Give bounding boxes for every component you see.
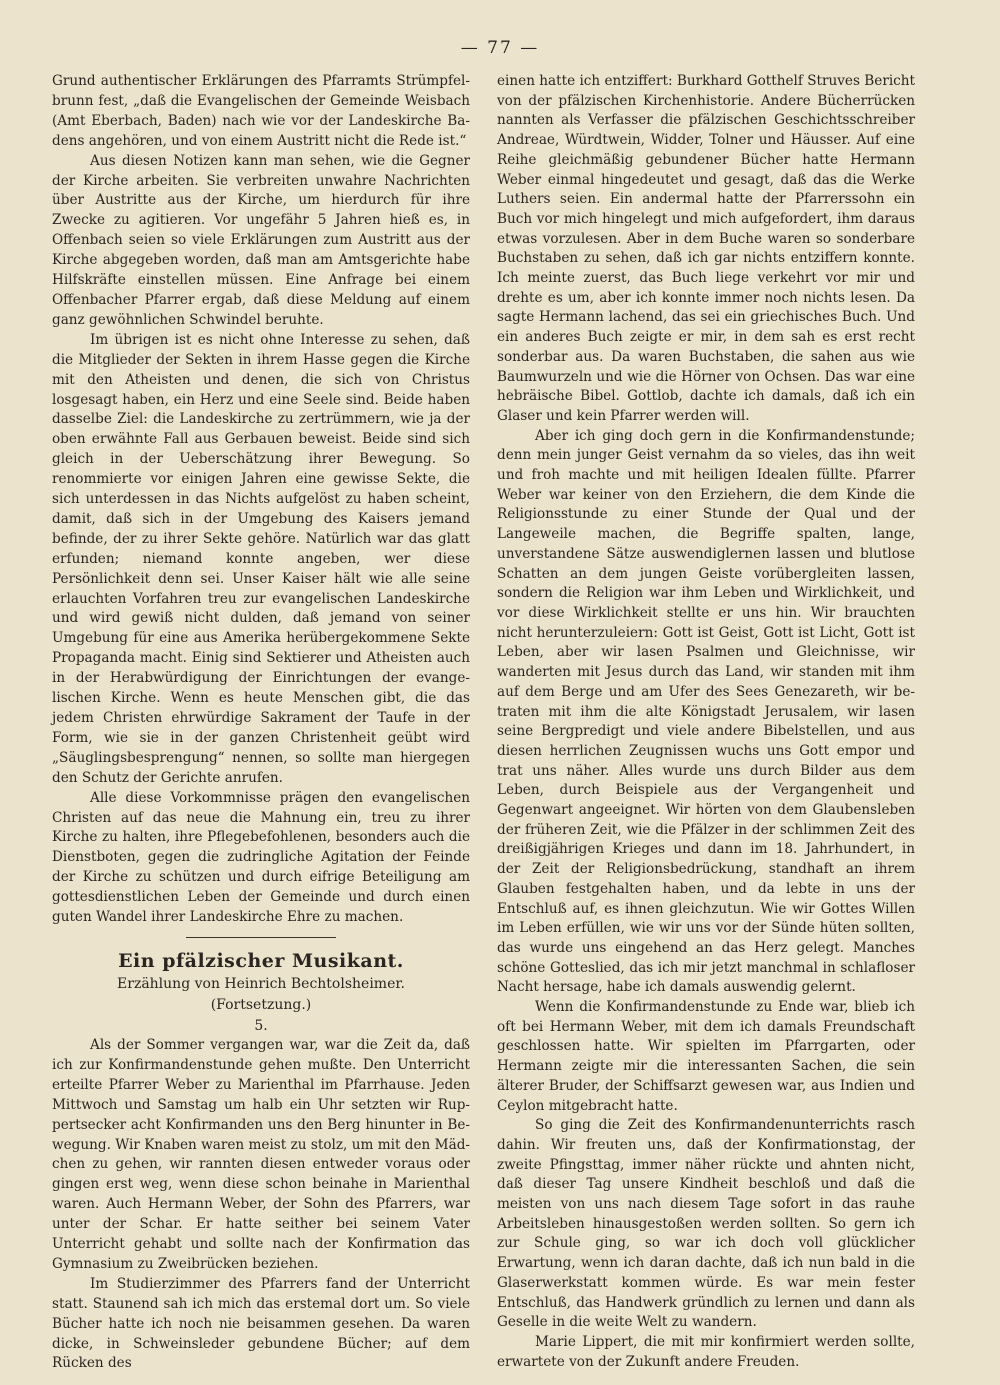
story-byline: Erzählung von Heinrich Bechtolsheimer.: [117, 975, 405, 992]
paragraph: Marie Lippert, die mit mir konfirmiert werden sollte, erwartete von der Zukunft andere Freuden.: [497, 1334, 915, 1370]
paragraph: Alle diese Vorkommnisse prägen den evangelischen Christen auf das neue die Mahnung ein, treu zu ihrer Kirche zu halten, ihre Pflegebefohlenen, besonders auch die Dienstboten, gegen die zudringliche Agitation der Feinde der Kirche zu schützen und durch eifrige Beteiligung am gottesdienstlichen Leben der Gemeinde und durch einen guten Wandel ihrer Landeskirche Ehre zu machen.: [52, 789, 470, 926]
paragraph: Grund authentischer Erklärungen des Pfarramts Strümpfelbrunn fest, „daß die Evangelischen der Gemeinde Weisbach (Amt Eberbach, Baden) nach wie vor der Landeskirche Badens angehören, und von einem Austritt nicht die Rede ist.“: [52, 73, 470, 149]
right-column: [497, 72, 915, 1372]
paragraph: Aber ich ging doch gern in die Konfirmandenstunde; denn mein junger Geist vernahm da so vieles, das ihn weit und froh machte und mit heiligen Idealen füllte. Pfarrer Weber war keiner von den Erziehern, die dem Kinde die Religionsstunde zu einer Stunde der Qual und der Langeweile machen, die Begriffe spalten, lange, unverstandene Sätze auswendiglernen lassen und blutlose Schatten an dem jungen Geiste vorübergleiten lassen, sondern die Religion war ihm Leben und Wirklichkeit, und vor diese Wirklichkeit stellte er uns hin. Wir brauchten nicht herunterzuleiern: Gott ist Geist, Gott ist Licht, Gott ist Leben, aber wir lasen Psalmen und Gleichnisse, wir wanderten mit Jesus durch das Land, wir standen mit ihm auf dem Berge und am Ufer des Sees Genezareth, wir betraten mit ihm die alte Königstadt Jerusalem, wir lasen seine Bergpredigt und viele andere Bibelstellen, und aus diesen herrlichen Zeugnissen wuchs uns Gott empor und trat uns näher. Alles wurde uns durch Bilder aus dem Leben, durch Beispiele aus der Vergangenheit und Gegenwart angeeignet. Wir hörten von dem Glaubensleben der früheren Zeit, wie die Pfälzer in der schlimmen Zeit des dreißigjährigen Krieges und dann im 18. Jahrhundert, in der Zeit der Religionsbedrückung, standhaft an ihrem Glauben festgehalten haben, und da lebte in uns der Entschluß auf, es ihnen gleichzutun. Wie wir Gottes Willen im Leben erfüllen, wie wir uns vor der Sünde hüten sollten, das wurde uns eingehend an das Herz gelegt. Manches schöne Gotteslied, das ich mir jetzt manchmal in schlafloser Nacht hersage, habe ich damals auswendig gelernt.: [497, 427, 915, 996]
paragraph: Als der Sommer vergangen war, war die Zeit da, daß ich zur Konfirmandenstunde gehen mußte. Den Unterricht erteilte Pfarrer Weber zu Marienthal im Pfarrhause. Jeden Mittwoch und Samstag um halb ein Uhr setzten wir Ruppertsecker acht Konfirmanden uns den Berg hinunter in Bewegung. Wir Knaben waren meist zu stolz, um mit den Mädchen zu gehen, wir rannten diesen entweder voraus oder gingen erst weg, wenn diese schon beinahe in Marienthal waren. Auch Hermann Weber, der Sohn des Pfarrers, war unter der Schar. Er hatte seither bei seinem Vater Unterricht gehabt und sollte nach der Konfirmation das Gymnasium zu Zweibrücken beziehen.: [52, 1036, 470, 1272]
paragraph: Im übrigen ist es nicht ohne Interesse zu sehen, daß die Mitglieder der Sekten in ihrem Hasse gegen die Kirche mit den Atheisten und denen, die sich von Christus losgesagt haben, ein Herz und eine Seele sind. Beide haben dasselbe Ziel: die Landeskirche zu zertrümmern, wie ja der oben erwähnte Fall aus Gerbauen beweist. Beide sind sich gleich in der Ueberschätzung ihrer Bewegung. So renommierte vor einigen Jahren eine gewisse Sekte, die sich unterdessen in das Nichts aufgelöst zu haben scheint, damit, daß sich in der Umgebung des Kaisers jemand befinde, der zu ihrer Sekte gehöre. Natürlich war das glatt erfunden; niemand konnte angeben, wer diese Persönlichkeit denn sei. Unser Kaiser hält wie alle seine erlauchten Vorfahren treu zur evangelischen Landeskirche und wird gewiß nicht dulden, daß jemand von seiner Umgebung für eine aus Amerika herübergekommene Sekte Propaganda macht. Einig sind Sektierer und Atheisten auch in der Herabwürdigung der Einrichtungen der evangelischen Kirche. Wenn es heute Menschen gibt, die das jedem Christen ehrwürdige Sakrament der Taufe in der Form, wie sie in der ganzen Christenheit geübt wird „Säuglingsbesprengung“ nennen, so sollte man hiergegen den Schutz der Gerichte anrufen.: [52, 331, 470, 786]
left-column: [52, 72, 470, 1374]
page-number: — 77 —: [460, 38, 540, 58]
paragraph: Aus diesen Notizen kann man sehen, wie die Gegner der Kirche arbeiten. Sie verbreiten unwahre Nachrichten über Austritte aus der Kirche, um hierdurch für ihre Zwecke zu agitieren. Vor ungefähr 5 Jahren hieß es, in Offenbach seien so viele Erklärungen zum Austritt aus der Kirche abgegeben worden, daß man am Amtsgerichte habe Hilfskräfte einstellen müssen. Eine Anfrage bei einem Offenbacher Pfarrer ergab, daß diese Meldung auf einem ganz gewöhnlichen Schwindel beruhte.: [52, 152, 470, 328]
story-title: Ein pfälzischer Musikant.: [118, 949, 404, 972]
paragraph: Im Studierzimmer des Pfarrers fand der Unterricht statt. Staunend sah ich mich das erstemal dort um. So viele Bücher hatte ich noch nie beisammen gesehen. Da waren dicke, in Schweinsleder gebundene Bücher; auf dem Rücken des: [52, 1275, 470, 1372]
story-continued: (Fortsetzung.): [210, 996, 312, 1013]
chapter-number: 5.: [254, 1017, 268, 1034]
paragraph: einen hatte ich entziffert: Burkhard Gotthelf Struves Bericht von der pfälzischen Kirchenhistorie. Andere Bücherrücken nannten als Verfasser die pfälzischen Geschichtsschreiber Andreae, Würdtwein, Widder, Tolner und Häusser. Auf eine Reihe gleichmäßig gebundener Bücher hatte Hermann Weber einmal hingedeutet und gesagt, daß das die Werke Luthers seien. Ein andermal hatte der Pfarrerssohn ein Buch vor mich hingelegt und mich aufgefordert, ihm daraus etwas vorzulesen. Aber in dem Buche waren so sonderbare Buchstaben zu sehen, daß ich gar nichts entziffern konnte. Ich meinte zuerst, das Buch liege verkehrt vor mir und drehte es um, aber ich konnte immer noch nichts lesen. Da sagte Hermann lachend, das sei ein griechisches Buch. Und ein anderes Buch zeigte er mir, in dem sah es erst recht sonderbar aus. Da waren Buchstaben, die sahen aus wie Baumwurzeln und wie die Hörner von Ochsen. Das war eine hebräische Bibel. Gottlob, dachte ich damals, daß ich ein Glaser und kein Pfarrer werden will.: [497, 73, 915, 424]
section-divider: [186, 937, 336, 938]
paragraph: Wenn die Konfirmandenstunde zu Ende war, blieb ich oft bei Hermann Weber, mit dem ich damals Freundschaft geschlossen hatte. Wir spielten im Pfarrgarten, oder Hermann zeigte mir die interessanten Sachen, die sein älterer Bruder, der Schiffsarzt gewesen war, aus Indien und Ceylon mitgebracht hatte.: [497, 999, 915, 1114]
paragraph: So ging die Zeit des Konfirmandenunterrichts rasch dahin. Wir freuten uns, daß der Konfirmationstag, der zweite Pfingsttag, immer näher rückte und ahnten nicht, daß dieser Tag unsere Kindheit beschloß und daß die meisten von uns nach diesem Tage sofort in das rauhe Arbeitsleben hinausgestoßen werden sollten. So gern ich zur Schule ging, so war ich doch voll glücklicher Erwartung, wenn ich daran dachte, daß ich nun bald in die Glaserwerkstatt kommen würde. Es war mein fester Entschluß, das Handwerk gründlich zu lernen und dann als Geselle in die weite Welt zu wandern.: [497, 1117, 915, 1331]
